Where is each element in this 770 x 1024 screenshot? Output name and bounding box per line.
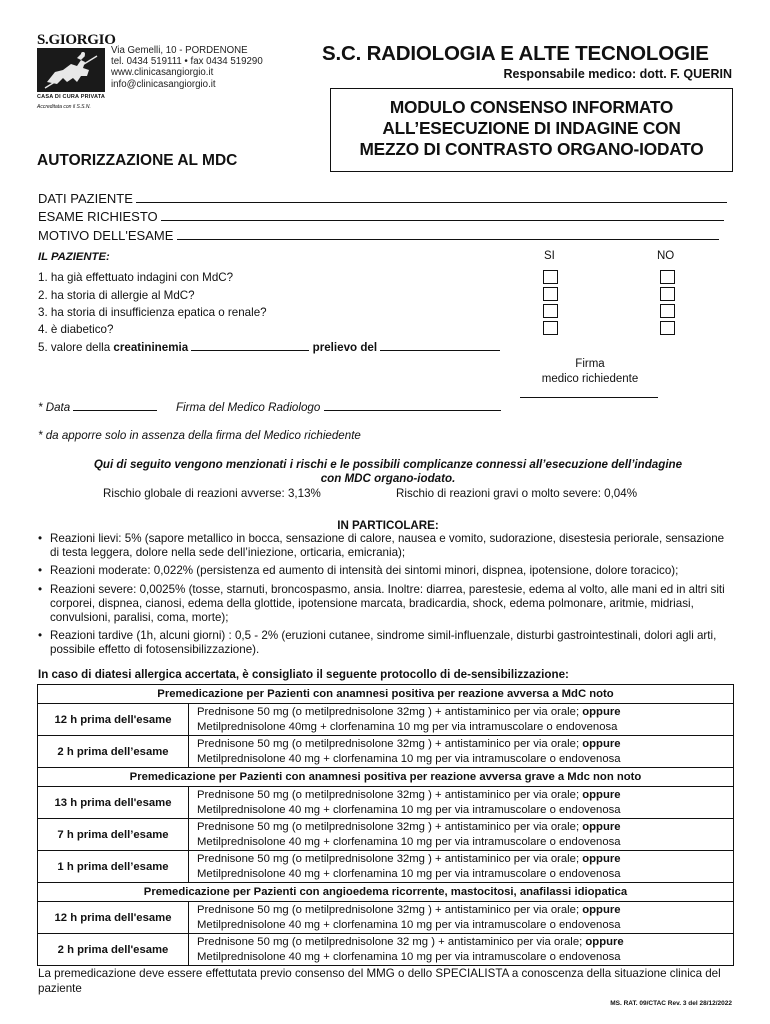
module-title-box <box>330 88 733 172</box>
dosage-cell: Prednisone 50 mg (o metilprednisolone 32mg ) + antistaminico per via orale; oppure Metilprednisolone 40 mg + clorfenamina 10 mg per via intramuscolare o endovenosa <box>189 787 734 819</box>
dosage-cell: Prednisone 50 mg (o metilprednisolone 32 mg ) + antistaminico per via orale; oppure Metilprednisolone 40 mg + clorfenamina 10 mg per via intramuscolare o endovenosa <box>189 934 734 966</box>
radiologist-signature-line[interactable] <box>324 400 501 411</box>
signature-label-line2: medico richiedente <box>541 373 639 385</box>
list-item: • Reazioni lievi: 5% (sapore metallico in bocca, sensazione di calore, nausea e vomito, sudorazione, disestesia periorale, sensazione di testa leggera, dolore nella sede dell’iniezione, orticaria, emicrania); <box>38 532 736 559</box>
responsible-doctor: Responsabile medico: dott. F. QUERIN <box>503 67 732 81</box>
footer-note: La premedicazione deve essere effettutata previo consenso del MMG o dello SPECIALISTA a conoscenza della situazione clinica del paziente <box>38 967 721 995</box>
in-particular-heading: IN PARTICOLARE: <box>337 519 439 532</box>
signature-note: * da apporre solo in assenza della firma del Medico richiedente <box>38 429 361 442</box>
table-row <box>38 851 734 883</box>
q3-no-checkbox[interactable] <box>660 304 675 318</box>
time-cell: 2 h prima dell'esame <box>38 934 189 966</box>
list-item: • Reazioni tardive (1h, alcuni giorni) : 0,5 - 2% (eruzioni cutanee, sindrome simil-influenzale, disturbi gastrointestinali, dolori agli arti, possibile effetto di fotosensibilizzazione). <box>38 629 736 656</box>
time-cell: 13 h prima dell'esame <box>38 787 189 819</box>
date-line[interactable] <box>73 400 157 411</box>
exam-reason-label: MOTIVO DELL'ESAME <box>38 228 174 243</box>
risks-intro-line1: Qui di seguito vengono menzionati i rischi e le possibili complicanze connessi all’esecuzione dell’indagine <box>93 458 683 471</box>
department-title: S.C. RADIOLOGIA E ALTE TECNOLOGIE <box>322 42 709 65</box>
dosage-cell: Prednisone 50 mg (o metilprednisolone 32mg ) + antistaminico per via orale; oppure Metilprednisolone 40 mg + clorfenamina 10 mg per via intramuscolare o endovenosa <box>189 736 734 768</box>
premedication-table <box>37 684 734 966</box>
module-title-line1: MODULO CONSENSO INFORMATO <box>389 97 674 117</box>
question-4: 4. è diabetico? <box>38 323 114 336</box>
question-1: 1. ha già effettuato indagini con MdC? <box>38 271 234 284</box>
table-row <box>38 787 734 819</box>
authorization-heading: AUTORIZZAZIONE AL MDC <box>37 152 238 169</box>
address-block <box>111 45 263 90</box>
requested-exam-label: ESAME RICHIESTO <box>38 209 158 224</box>
requested-exam-field[interactable] <box>38 209 724 224</box>
severe-risk: Rischio di reazioni gravi o molto severe: 0,04% <box>396 487 638 500</box>
logo-subtitle: CASA DI CURA PRIVATA <box>37 94 106 100</box>
requesting-doctor-signature-line[interactable] <box>520 397 658 398</box>
dosage-cell: Prednisone 50 mg (o metilprednisolone 32mg ) + antistaminico per via orale; oppure Metilprednisolone 40 mg + clorfenamina 10 mg per via intramuscolare o endovenosa <box>189 902 734 934</box>
logo-image <box>37 48 105 92</box>
risks-intro <box>38 458 738 486</box>
dosage-cell: Prednisone 50 mg (o metilprednisolone 32mg ) + antistaminico per via orale; oppure Metilprednisolone 40mg + clorfenamina 10 mg per via intramuscolare o endovenosa <box>189 704 734 736</box>
patient-data-label: DATI PAZIENTE <box>38 191 133 206</box>
table-row <box>38 736 734 768</box>
table-row <box>38 819 734 851</box>
table-row <box>38 704 734 736</box>
address-street: Via Gemelli, 10 - PORDENONE <box>111 45 248 56</box>
question-3: 3. ha storia di insufficienza epatica o renale? <box>38 306 267 319</box>
date-signature-row <box>38 400 501 414</box>
requesting-doctor-signature-label <box>525 357 655 387</box>
question-5 <box>38 340 500 354</box>
patient-data-field[interactable] <box>38 191 727 206</box>
patient-heading: IL PAZIENTE: <box>38 251 110 263</box>
requested-exam-line[interactable] <box>161 210 724 221</box>
list-item: • Reazioni moderate: 0,022% (persistenza ed aumento di intensità dei sintomi minori, dispnea, ipotensione, dolore toracico); <box>38 564 736 578</box>
exam-reason-line[interactable] <box>177 229 719 240</box>
logo-accreditation: Accreditata con il S.S.N. <box>37 104 91 110</box>
list-item: • Reazioni severe: 0,0025% (tosse, starnuti, broncospasmo, ansia. Inoltre: diarrea, parestesie, edema al volto, alle mani ed in altri siti corporei, dispnea, cianosi, edema della glottide, ipotensione marcata, bradicardia, shock, edema polmonare, aritmie, midriasi, convulsioni, paralisi, coma, morte); <box>38 583 736 624</box>
address-phone: tel. 0434 519111 • fax 0434 519290 <box>111 56 263 68</box>
no-column-label: NO <box>657 250 675 262</box>
dosage-cell: Prednisone 50 mg (o metilprednisolone 32mg ) + antistaminico per via orale; oppure Metilprednisolone 40 mg + clorfenamina 10 mg per via intramuscolare o endovenosa <box>189 851 734 883</box>
section-header-known: Premedicazione per Pazienti con anamnesi positiva per reazione avversa a MdC noto <box>38 685 734 704</box>
exam-reason-field[interactable] <box>38 228 719 243</box>
time-cell: 12 h prima dell'esame <box>38 704 189 736</box>
document-code: MS. RAT. 09/CTAC Rev. 3 del 28/12/2022 <box>610 1000 732 1007</box>
question-5-creatinine: creatininemia <box>113 341 189 354</box>
global-risk: Rischio globale di reazioni avverse: 3,13% <box>103 487 321 500</box>
dosage-cell: Prednisone 50 mg (o metilprednisolone 32mg ) + antistaminico per via orale; oppure Metilprednisolone 40 mg + clorfenamina 10 mg per via intramuscolare o endovenosa <box>189 819 734 851</box>
q1-yes-checkbox[interactable] <box>543 270 558 284</box>
module-title-line3: MEZZO DI CONTRASTO ORGANO-IODATO <box>359 139 704 159</box>
reactions-list <box>38 532 736 662</box>
yes-column-label: SI <box>544 250 555 262</box>
time-cell: 12 h prima dell'esame <box>38 902 189 934</box>
radiologist-signature-label: Firma del Medico Radiologo <box>175 401 321 414</box>
patient-data-line[interactable] <box>136 192 727 203</box>
time-cell: 2 h prima dell’esame <box>38 736 189 768</box>
horse-rider-icon <box>37 48 105 92</box>
q4-no-checkbox[interactable] <box>660 321 675 335</box>
time-cell: 1 h prima dell’esame <box>38 851 189 883</box>
q2-yes-checkbox[interactable] <box>543 287 558 301</box>
question-2: 2. ha storia di allergie al MdC? <box>38 289 195 302</box>
section-header-unknown: Premedicazione per Pazienti con anamnesi positiva per reazione avversa grave a Mdc non noto <box>38 768 734 787</box>
signature-label-line1: Firma <box>575 358 605 370</box>
date-label: * Data <box>38 401 71 414</box>
table-row <box>38 902 734 934</box>
question-5-prefix: 5. valore della <box>38 341 111 354</box>
q3-yes-checkbox[interactable] <box>543 304 558 318</box>
sample-date-line[interactable] <box>380 340 500 351</box>
section-header-angioedema: Premedicazione per Pazienti con angioedema ricorrente, mastocitosi, anafilassi idiopatica <box>38 883 734 902</box>
logo-brand: S.GIORGIO <box>37 32 116 48</box>
q4-yes-checkbox[interactable] <box>543 321 558 335</box>
time-cell: 7 h prima dell’esame <box>38 819 189 851</box>
creatinine-value-line[interactable] <box>191 340 309 351</box>
risks-intro-line2: con MDC organo-iodato. <box>320 472 456 485</box>
q1-no-checkbox[interactable] <box>660 270 675 284</box>
address-web: www.clinicasangiorgio.it <box>111 67 214 79</box>
q2-no-checkbox[interactable] <box>660 287 675 301</box>
module-title-line2: ALL’ESECUZIONE DI INDAGINE CON <box>382 118 681 138</box>
protocol-heading: In caso di diatesi allergica accertata, è consigliato il seguente protocollo di de-sensibilizzazione: <box>38 668 569 681</box>
question-5-sample: prelievo del <box>312 341 378 354</box>
address-email: info@clinicasangiorgio.it <box>111 78 216 90</box>
table-row <box>38 934 734 966</box>
